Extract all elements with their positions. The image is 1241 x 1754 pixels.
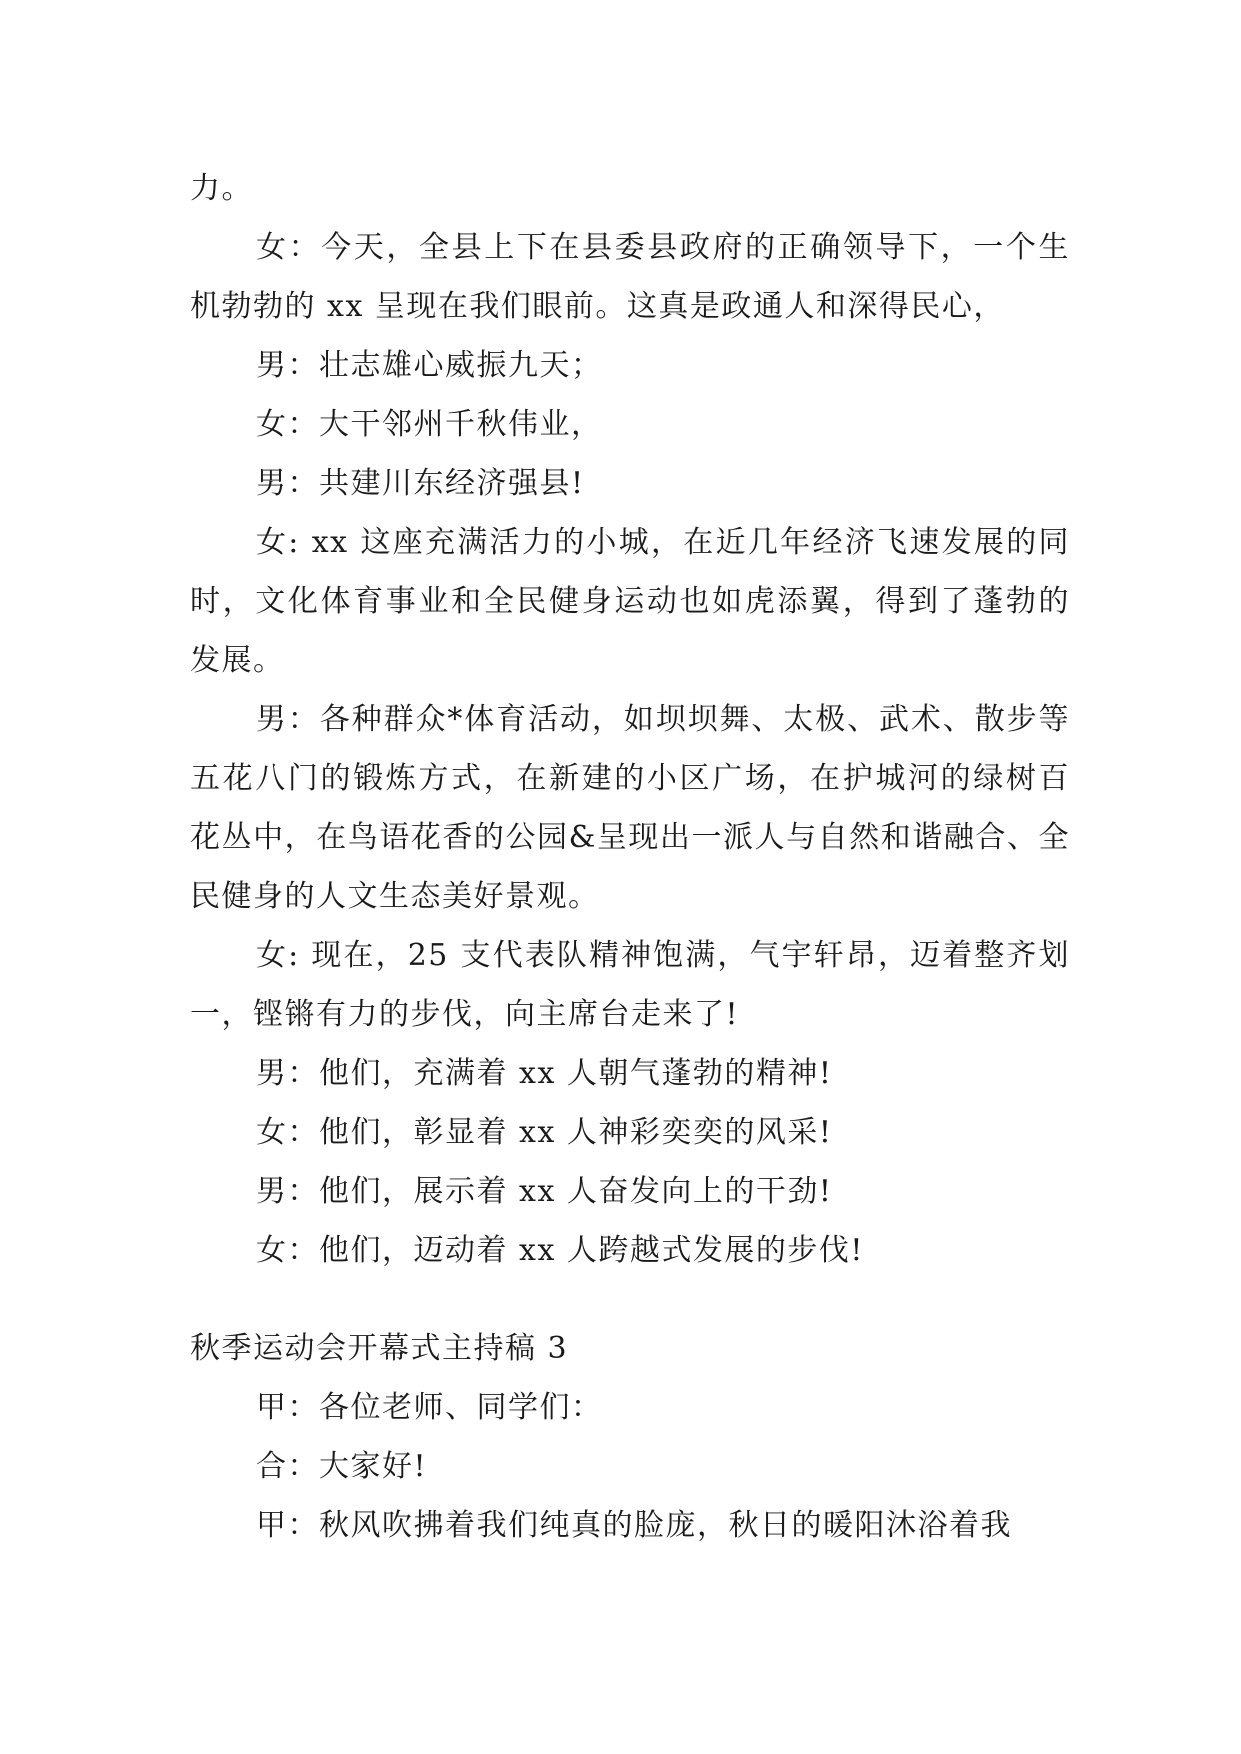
paragraph: 男：壮志雄心威振九天； — [256, 348, 603, 383]
document-body — [190, 159, 1070, 1280]
section-host-script-3 — [190, 1319, 1070, 1555]
paragraph: 男：他们，充满着 xx 人朝气蓬勃的精神! — [256, 1056, 833, 1091]
paragraph: 女：他们，迈动着 xx 人跨越式发展的步伐! — [256, 1233, 864, 1268]
paragraph: 女：大干邻州千秋伟业， — [256, 407, 603, 442]
paragraph: 女：他们，彰显着 xx 人神彩奕奕的风采! — [256, 1115, 833, 1150]
paragraph: 合：大家好! — [256, 1449, 428, 1484]
paragraph: 力。 — [190, 171, 253, 206]
paragraph: 男：他们，展示着 xx 人奋发向上的干劲! — [256, 1174, 833, 1209]
paragraph: 女：今天，全县上下在县委县政府的正确领导下，一个生机勃勃的 xx 呈现在我们眼前。这真是政通人和深得民心， — [190, 230, 1070, 324]
paragraph: 男：各种群众*体育活动，如坝坝舞、太极、武术、散步等五花八门的锻炼方式，在新建的小区广场，在护城河的绿树百花丛中，在鸟语花香的公园&呈现出一派人与自然和谐融合、全民健身的人文生态美好景观。 — [190, 702, 1070, 914]
paragraph: 女: 现在，25 支代表队精神饱满，气宇轩昂，迈着整齐划一，铿锵有力的步伐，向主席台走来了! — [190, 938, 1070, 1032]
paragraph: 男：共建川东经济强县! — [256, 466, 585, 501]
section-heading: 秋季运动会开幕式主持稿 3 — [190, 1331, 569, 1366]
paragraph: 甲：各位老师、同学们： — [256, 1390, 603, 1425]
paragraph: 甲：秋风吹拂着我们纯真的脸庞，秋日的暖阳沐浴着我 — [256, 1508, 1012, 1543]
paragraph: 女: xx 这座充满活力的小城，在近几年经济飞速发展的同时，文化体育事业和全民健身运动也如虎添翼，得到了蓬勃的发展。 — [190, 525, 1070, 678]
